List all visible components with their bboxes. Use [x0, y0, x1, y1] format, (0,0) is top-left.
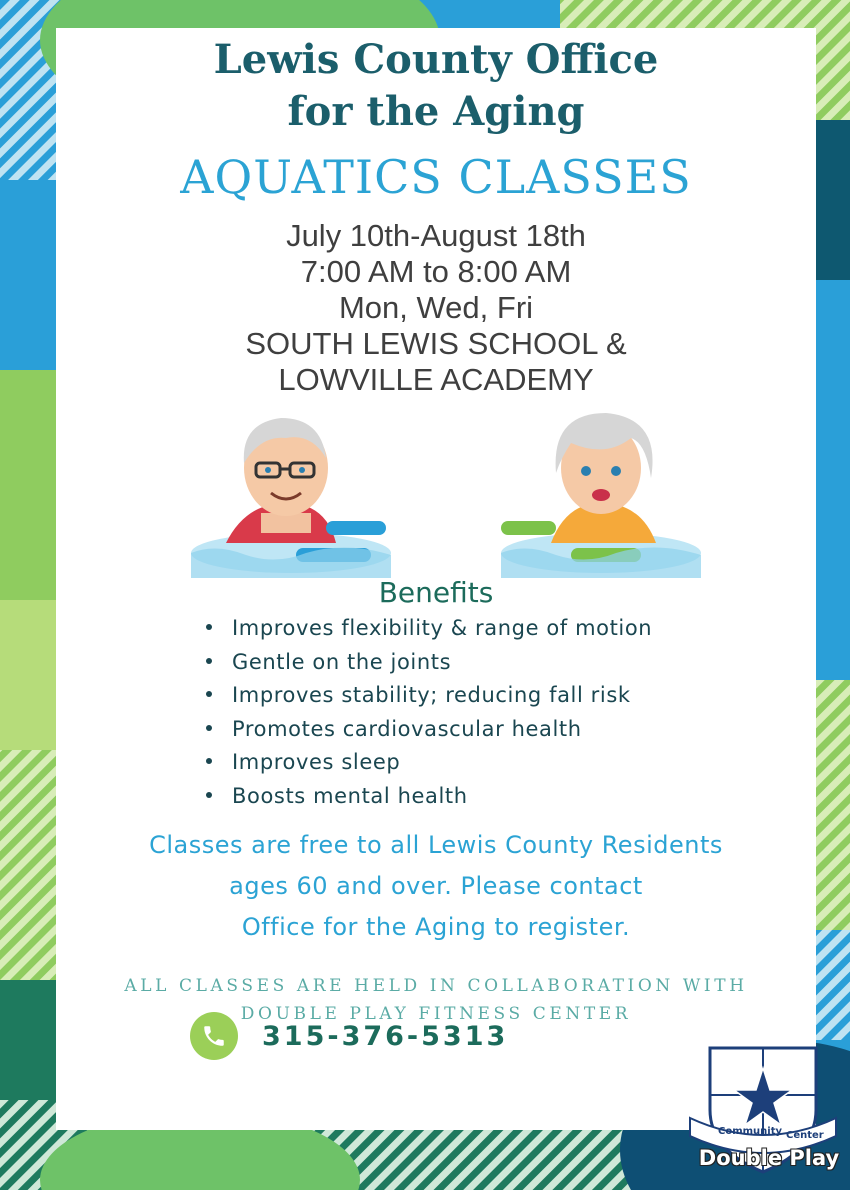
bullet-icon: [206, 792, 212, 798]
list-item: Improves flexibility & range of motion: [206, 612, 652, 646]
note-line-3: Office for the Aging to register.: [241, 913, 631, 941]
list-item: Gentle on the joints: [206, 646, 652, 680]
bullet-icon: [206, 725, 212, 731]
phone-icon: [190, 1012, 238, 1060]
note-line-2: ages 60 and over. Please contact: [229, 872, 643, 900]
phone-number[interactable]: 315-376-5313: [262, 1020, 509, 1052]
female-swimmer-illustration: [496, 403, 706, 578]
title-line-1: Lewis County Office: [213, 36, 659, 83]
info-dates: July 10th-August 18th: [286, 218, 586, 253]
info-time: 7:00 AM to 8:00 AM: [300, 254, 572, 289]
logo-community-text: Community: [718, 1126, 783, 1137]
benefits-title: Benefits: [378, 576, 494, 609]
bullet-icon: [206, 624, 212, 630]
collaboration-line-2: DOUBLE PLAY FITNESS CENTER: [240, 1004, 632, 1024]
note-line-1: Classes are free to all Lewis County Residents: [149, 831, 723, 859]
list-item: Promotes cardiovascular health: [206, 713, 652, 747]
info-days: Mon, Wed, Fri: [338, 290, 534, 325]
benefits-list: [206, 612, 652, 813]
phone-contact[interactable]: [190, 1012, 508, 1060]
heading: AQUATICS CLASSES: [180, 150, 692, 204]
collaboration-line-1: ALL CLASSES ARE HELD IN COLLABORATION WITH: [124, 976, 748, 996]
bullet-icon: [206, 691, 212, 697]
bullet-icon: [206, 658, 212, 664]
bullet-icon: [206, 758, 212, 764]
info-location-1: SOUTH LEWIS SCHOOL &: [245, 326, 627, 361]
list-item: Improves sleep: [206, 746, 652, 780]
info-location-2: LOWVILLE ACADEMY: [278, 362, 594, 397]
logo-name: Double Play: [698, 1146, 840, 1170]
list-item: Boosts mental health: [206, 780, 652, 814]
male-swimmer-illustration: [186, 403, 396, 578]
flyer-card: [56, 28, 816, 1130]
logo-center-text: Center: [786, 1130, 824, 1141]
title-line-2: for the Aging: [287, 88, 585, 135]
list-item: Improves stability; reducing fall risk: [206, 679, 652, 713]
